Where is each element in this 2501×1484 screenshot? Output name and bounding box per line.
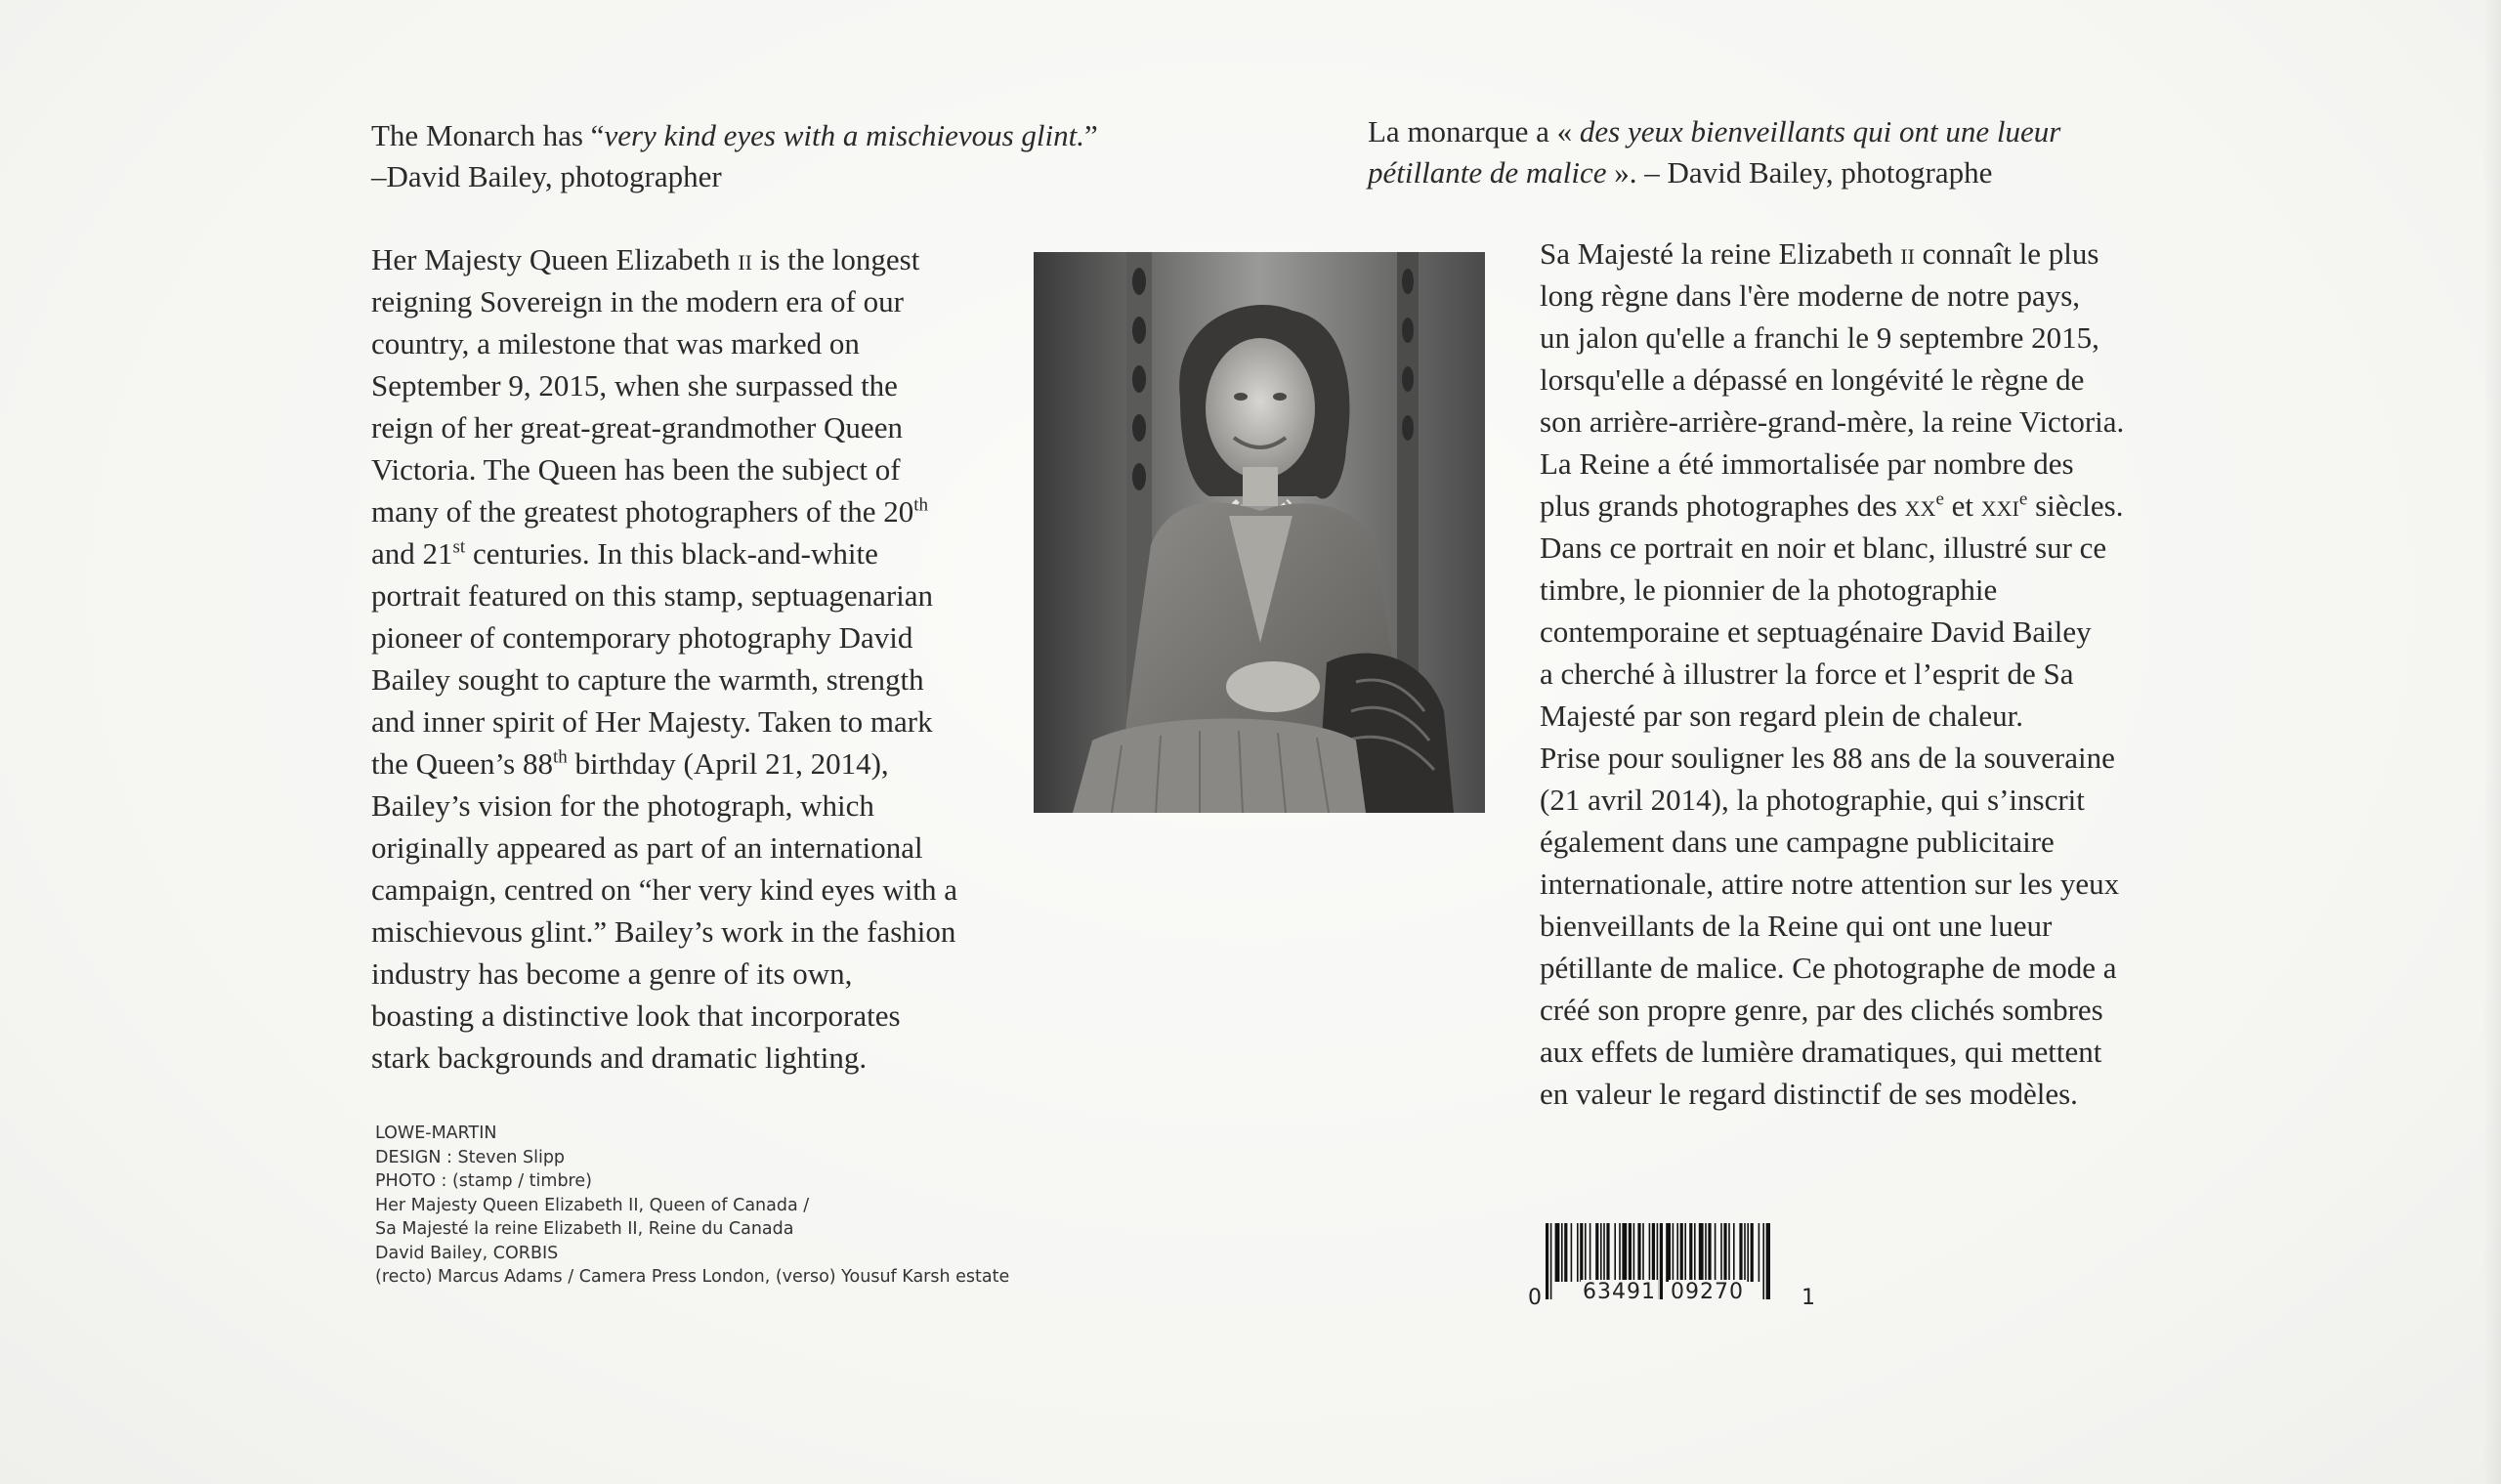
credit-design: DESIGN : Steven Slipp <box>375 1147 566 1167</box>
body-french-line: son arrière-arrière-grand-mère, la reine Victoria. <box>1540 404 2125 439</box>
barcode-bar <box>1642 1223 1644 1282</box>
barcode-bar <box>1614 1223 1616 1282</box>
body-french-line: en valeur le regard distinctif de ses modèles. <box>1540 1077 2078 1111</box>
paper-edge-shadow <box>2483 0 2501 1484</box>
barcode-bar <box>1759 1223 1760 1282</box>
body-english-line: portrait featured on this stamp, septuagenarian <box>371 578 934 613</box>
quote-english-line-1: The Monarch has “very kind eyes with a mischievous glint.” <box>371 118 1098 152</box>
barcode-bar <box>1660 1223 1663 1299</box>
barcode-bar <box>1720 1223 1722 1282</box>
barcode-bar <box>1699 1223 1704 1282</box>
barcode-bar <box>1603 1223 1605 1282</box>
body-french-line: internationale, attire notre attention sur les yeux <box>1540 867 2120 901</box>
credits <box>375 1122 1118 1290</box>
body-english-line: campaign, centred on “her very kind eyes with a <box>371 872 957 907</box>
body-french-line: Prise pour souligner les 88 ans de la souveraine <box>1540 741 2115 775</box>
barcode-bar <box>1739 1223 1742 1282</box>
body-english-line: pioneer of contemporary photography David <box>371 620 913 655</box>
barcode-bar <box>1619 1223 1621 1282</box>
body-english-line: reign of her great-great-grandmother Queen <box>371 410 903 445</box>
body-english-line: and 21st centuries. In this black-and-white <box>371 536 878 571</box>
credit-photo-heading: PHOTO : (stamp / timbre) <box>375 1171 592 1191</box>
body-french-line: long règne dans l'ère moderne de notre pays, <box>1540 278 2081 313</box>
barcode-bar <box>1689 1223 1692 1282</box>
barcode-bar <box>1633 1223 1635 1282</box>
barcode-bar <box>1666 1223 1671 1282</box>
body-english-line: stark backgrounds and dramatic lighting. <box>371 1040 868 1075</box>
barcode-bar <box>1606 1223 1609 1282</box>
barcode-bar <box>1680 1223 1683 1282</box>
body-english-line: the Queen’s 88th birthday (April 21, 2014), <box>371 746 889 781</box>
body-french-line: Dans ce portrait en noir et blanc, illustré sur ce <box>1540 530 2107 565</box>
body-english-line: mischievous glint.” Bailey’s work in the fashion <box>371 914 956 949</box>
barcode-right-group: 09270 <box>1671 1280 1744 1304</box>
quote-french-line-2: pétillante de malice ». – David Bailey, photographe <box>1368 155 1993 190</box>
body-english-line: Her Majesty Queen Elizabeth ii is the longest <box>371 242 920 276</box>
barcode-bar <box>1595 1223 1598 1282</box>
portrait-photo <box>1034 252 1485 813</box>
body-french-line: contemporaine et septuagénaire David Bailey <box>1540 615 2092 649</box>
body-english-line: and inner spirit of Her Majesty. Taken to mark <box>371 704 933 739</box>
credit-line: Sa Majesté la reine Elizabeth II, Reine du Canada <box>375 1219 794 1239</box>
body-french-line: plus grands photographes des $xx^e$ et xxi$^e$ siècles. <box>1540 488 2124 523</box>
quote-french-line-1: La monarque a « des yeux bienveillants qui ont une lueur <box>1368 114 2061 148</box>
barcode-bar <box>1590 1223 1591 1282</box>
quote-english-attribution: –David Bailey, photographer <box>371 159 722 193</box>
body-english-line: Victoria. The Queen has been the subject of <box>371 452 901 487</box>
barcode-bar <box>1600 1223 1602 1282</box>
body-french-line: Majesté par son regard plein de chaleur. <box>1540 699 2023 733</box>
barcode-bar <box>1705 1223 1707 1282</box>
body-english-line: reigning Sovereign in the modern era of our <box>371 284 904 318</box>
body-english-line: many of the greatest photographers of the 20th <box>371 494 929 529</box>
portrait-photo-icon <box>1034 252 1485 813</box>
barcode <box>1524 1223 1817 1321</box>
body-french-line: un jalon qu'elle a franchi le 9 septembre 2015, <box>1540 320 2099 355</box>
barcode-bar <box>1652 1223 1655 1282</box>
barcode-bar <box>1751 1223 1754 1282</box>
barcode-bar <box>1585 1223 1587 1282</box>
barcode-bar <box>1571 1223 1573 1282</box>
barcode-bar <box>1747 1223 1749 1282</box>
body-english-line: Bailey sought to capture the warmth, strength <box>371 662 924 697</box>
barcode-bar <box>1708 1223 1711 1282</box>
barcode-bar <box>1555 1223 1560 1282</box>
barcode-leading-digit: 0 <box>1528 1286 1542 1310</box>
barcode-bar <box>1766 1223 1770 1299</box>
barcode-left-group: 63491 <box>1583 1280 1656 1304</box>
barcode-bar <box>1676 1223 1678 1282</box>
barcode-bar <box>1580 1223 1583 1282</box>
barcode-bar <box>1577 1223 1579 1282</box>
barcode-bar <box>1637 1223 1640 1282</box>
body-french-line: lorsqu'elle a dépassé en longévité le règne de <box>1540 362 2085 397</box>
body-english <box>371 238 996 1079</box>
quote-english <box>371 115 1172 197</box>
barcode-bar <box>1684 1223 1686 1282</box>
body-english-line: Bailey’s vision for the photograph, which <box>371 788 874 823</box>
body-french-line: créé son propre genre, par des clichés sombres <box>1540 993 2103 1027</box>
body-french-line: pétillante de malice. Ce photographe de mode a <box>1540 951 2117 985</box>
barcode-bar <box>1694 1223 1696 1282</box>
body-english-line: country, a milestone that was marked on <box>371 326 860 360</box>
barcode-bar <box>1546 1223 1548 1299</box>
barcode-bar <box>1561 1223 1563 1282</box>
barcode-bar <box>1622 1223 1627 1282</box>
barcode-bar <box>1762 1223 1764 1299</box>
body-english-line: industry has become a genre of its own, <box>371 956 853 991</box>
barcode-bar <box>1673 1223 1674 1282</box>
credit-printer: LOWE-MARTIN <box>375 1124 497 1143</box>
barcode-bar <box>1733 1223 1735 1282</box>
barcode-bar <box>1629 1223 1632 1282</box>
barcode-bar <box>1723 1223 1726 1282</box>
body-french-line: Sa Majesté la reine Elizabeth ii connaît le plus <box>1540 236 2099 271</box>
barcode-bar <box>1728 1223 1730 1282</box>
quote-french <box>1368 111 2169 193</box>
body-english-line: originally appeared as part of an international <box>371 830 923 865</box>
barcode-trailing-digit: 1 <box>1802 1286 1815 1310</box>
body-french-line: aux effets de lumière dramatiques, qui mettent <box>1540 1035 2102 1069</box>
credit-line: David Bailey, CORBIS <box>375 1243 559 1263</box>
barcode-bar <box>1550 1223 1552 1299</box>
body-english-line: boasting a distinctive look that incorporates <box>371 998 901 1033</box>
barcode-bar <box>1744 1223 1746 1282</box>
body-french-line: également dans une campagne publicitaire <box>1540 825 2055 859</box>
body-english-line: September 9, 2015, when she surpassed the <box>371 368 898 403</box>
barcode-bar <box>1564 1223 1567 1282</box>
body-french <box>1540 233 2184 1115</box>
body-french-line: a cherché à illustrer la force et l’esprit de Sa <box>1540 657 2074 691</box>
barcode-bar <box>1715 1223 1717 1282</box>
barcode-bar <box>1649 1223 1651 1282</box>
body-french-line: bienveillants de la Reine qui ont une lueur <box>1540 909 2053 943</box>
body-french-line: (21 avril 2014), la photographie, qui s’inscrit <box>1540 783 2085 817</box>
credit-line: (recto) Marcus Adams / Camera Press London, (verso) Yousuf Karsh estate <box>375 1267 1010 1287</box>
credit-line: Her Majesty Queen Elizabeth II, Queen of Canada / <box>375 1195 810 1215</box>
body-french-line: La Reine a été immortalisée par nombre des <box>1540 446 2074 481</box>
body-french-line: timbre, le pionnier de la photographie <box>1540 572 1998 607</box>
